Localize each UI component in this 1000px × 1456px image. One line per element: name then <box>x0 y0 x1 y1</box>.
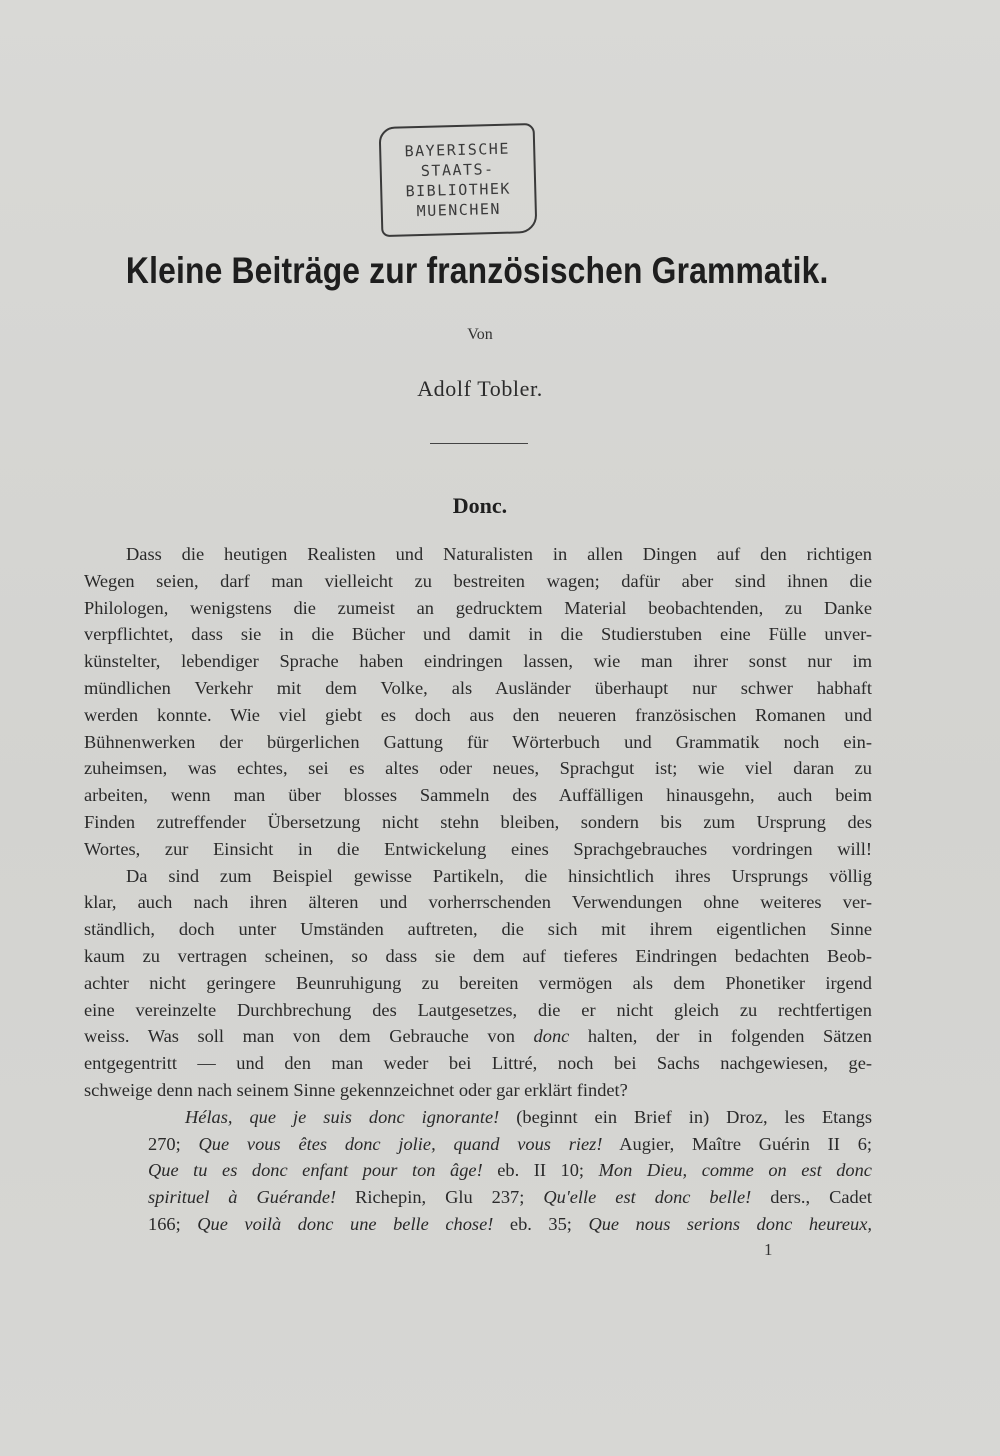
citation-source: eb. 35; <box>493 1213 589 1234</box>
citation-line <box>84 1211 872 1238</box>
citation-source: 270; <box>148 1133 199 1154</box>
text-line: arbeiten, wenn man über blosses Sammeln des Auffälligen hinausgehn, auch beim <box>84 785 872 806</box>
stamp-line: BAYERISCHE <box>404 139 511 161</box>
text-line: Philologen, wenigstens die zumeist an gedrucktem Material beobachtenden, zu Danke <box>84 597 872 618</box>
citation-source: Augier, Maître Guérin II 6; <box>602 1133 872 1154</box>
citation-line <box>84 1157 872 1184</box>
citation-quote: Qu'elle est donc belle! <box>543 1187 752 1208</box>
citation-source: (beginnt ein Brief in) Droz, les Etangs <box>499 1106 873 1127</box>
author-name: Adolf Tobler. <box>417 376 543 401</box>
byline-von: Von <box>467 326 493 343</box>
stamp-line: MUENCHEN <box>416 199 502 221</box>
stamp-line: STAATS- <box>420 160 495 180</box>
text-line: eine vereinzelte Durchbrechung des Lautgesetzes, die er nicht gleich zu rechtfertigen <box>84 999 872 1020</box>
text-line: kaum zu vertragen scheinen, so dass sie dem auf tieferes Eindringen bedachten Beob- <box>84 945 872 966</box>
citation-line <box>84 1131 872 1158</box>
text-line: Dass die heutigen Realisten und Naturalisten in allen Dingen auf den richtigen <box>126 544 872 564</box>
text-line: schweige denn nach seinem Sinne gekennzeichnet oder gar erklärt findet? <box>84 1079 628 1100</box>
citation-source: 166; <box>148 1213 198 1234</box>
paragraph-2 <box>84 863 872 1104</box>
citation-line <box>84 1104 872 1131</box>
text-line: Wortes, zur Einsicht in die Entwickelung eines Sprachgebrauches vordringen will! <box>84 838 872 859</box>
text-line: verpflichtet, dass sie in die Bücher und damit in die Studierstuben eine Fülle unver- <box>84 624 872 645</box>
article-title: Kleine Beiträge zur französischen Grammatik. <box>125 250 829 291</box>
text-line: ständlich, doch unter Umständen auftreten, die sich mit ihrem eigentlichen Sinne <box>84 919 872 940</box>
text-line: Finden zutreffender Übersetzung nicht stehn bleiben, sondern bis zum Ursprung des <box>84 811 872 832</box>
citation-quote: Que nous serions donc heureux, <box>588 1213 872 1234</box>
text-run: weiss. Was soll man von dem Gebrauche von <box>84 1026 534 1047</box>
citation-quote: Hélas, que je suis donc ignorante! <box>185 1106 500 1127</box>
stamp-line: BIBLIOTHEK <box>405 179 512 201</box>
text-line: Wegen seien, darf man vielleicht zu bestreiten wagen; dafür aber sind ihnen die <box>84 570 872 591</box>
text-line: mündlichen Verkehr mit dem Volke, als Ausländer überhaupt nur schwer habhaft <box>84 677 872 698</box>
italic-term: donc <box>533 1026 570 1047</box>
text-line: Bühnenwerken der bürgerlichen Gattung für Wörterbuch und Grammatik noch ein- <box>84 731 872 752</box>
text-line: entgegentritt — und den man weder bei Littré, noch bei Sachs nachgewiesen, ge- <box>84 1053 872 1074</box>
library-stamp <box>379 123 538 237</box>
citation-source: Richepin, Glu 237; <box>336 1187 544 1208</box>
citation-block <box>84 1104 872 1238</box>
citation-quote: Que voilà donc une belle chose! <box>197 1213 494 1234</box>
citation-quote: Mon Dieu, comme on est donc <box>598 1160 872 1181</box>
citation-quote: Que tu es donc enfant pour ton âge! <box>148 1160 483 1181</box>
text-line: Da sind zum Beispiel gewisse Partikeln, die hinsichtlich ihres Ursprungs völlig <box>126 865 872 886</box>
citation-source: eb. II 10; <box>482 1160 599 1181</box>
text-line: klar, auch nach ihren älteren und vorherrschenden Verwendungen ohne weiteres ver- <box>84 892 872 913</box>
section-heading: Donc. <box>452 493 508 518</box>
text-line: werden konnte. Wie viel giebt es doch aus den neueren französischen Romanen und <box>84 704 872 725</box>
text-line: achter nicht geringere Beunruhigung zu bereiten vermögen als dem Phonetiker irgend <box>84 972 872 993</box>
text-line: künstelter, lebendiger Sprache haben eindringen lassen, wie man ihrer sonst nur im <box>84 651 872 672</box>
citation-line <box>84 1184 872 1211</box>
text-run: halten, der in folgenden Sätzen <box>569 1026 872 1047</box>
body-text <box>84 541 872 1238</box>
text-line <box>84 1023 872 1050</box>
citation-quote: spirituel à Guérande! <box>148 1187 337 1208</box>
page-number: 1 <box>764 1240 773 1259</box>
citation-quote: Que vous êtes donc jolie, quand vous riez! <box>198 1133 603 1154</box>
paragraph-1 <box>84 541 872 863</box>
divider-rule <box>430 443 528 444</box>
citation-source: ders., Cadet <box>751 1187 872 1208</box>
text-line: zuheimsen, was echtes, sei es altes oder neues, Sprachgut ist; wie viel daran zu <box>84 758 872 779</box>
